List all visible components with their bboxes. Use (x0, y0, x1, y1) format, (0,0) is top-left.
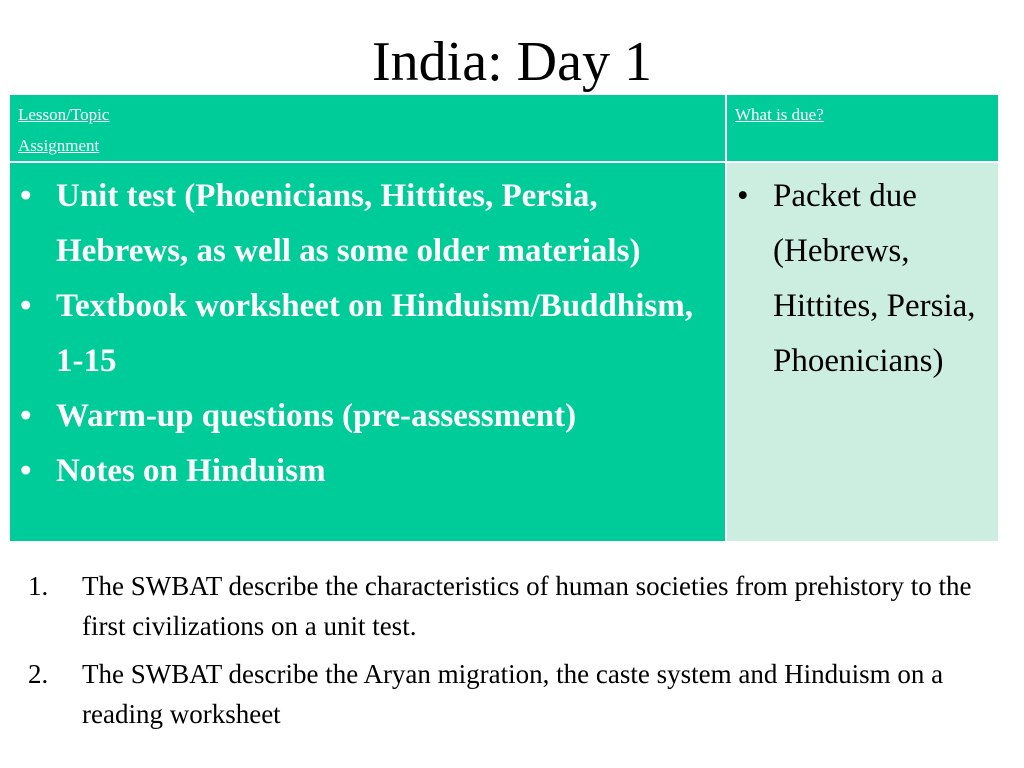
bullet-icon: • (20, 398, 32, 434)
task-text: Textbook worksheet on Hinduism/Buddhism, 1-15 (56, 288, 693, 379)
task-text: Unit test (Phoenicians, Hittites, Persia, Hebrews, as well as some older materials) (56, 178, 641, 269)
due-text: Packet due (Hebrews, Hittites, Persia, Phoenicians) (773, 178, 976, 379)
slide-title: India: Day 1 (372, 31, 652, 93)
bullet-icon: • (737, 178, 749, 214)
task-text: Notes on Hinduism (56, 453, 326, 489)
task-list (10, 163, 725, 499)
tasks-cell (9, 162, 726, 542)
objective-text: The SWBAT describe the Aryan migration, the caste system and Hinduism on a reading worksheet (82, 659, 944, 729)
bullet-icon: • (20, 288, 32, 324)
objectives-list (28, 566, 1000, 742)
header-what-is-due (726, 94, 999, 162)
lesson-table (8, 93, 1000, 543)
what-is-due-link[interactable]: What is due? (735, 105, 824, 124)
list-item (20, 444, 721, 499)
objective-item (28, 566, 1000, 646)
bullet-icon: • (20, 178, 32, 214)
objective-number: 1. (28, 571, 49, 601)
list-item (20, 279, 721, 389)
assignment-link[interactable]: Assignment (18, 136, 100, 155)
list-item (20, 169, 721, 279)
due-list (727, 163, 998, 389)
task-text: Warm-up questions (pre-assessment) (56, 398, 577, 434)
objective-text: The SWBAT describe the characteristics of human societies from prehistory to the first civilizations on a unit test. (82, 571, 972, 641)
due-cell (726, 162, 999, 542)
bullet-icon: • (20, 453, 32, 489)
lesson-topic-link[interactable]: Lesson/Topic (18, 105, 110, 124)
list-item (737, 169, 994, 389)
objective-item (28, 654, 1000, 734)
list-item (20, 389, 721, 444)
header-lesson-topic (9, 94, 726, 162)
objective-number: 2. (28, 659, 49, 689)
